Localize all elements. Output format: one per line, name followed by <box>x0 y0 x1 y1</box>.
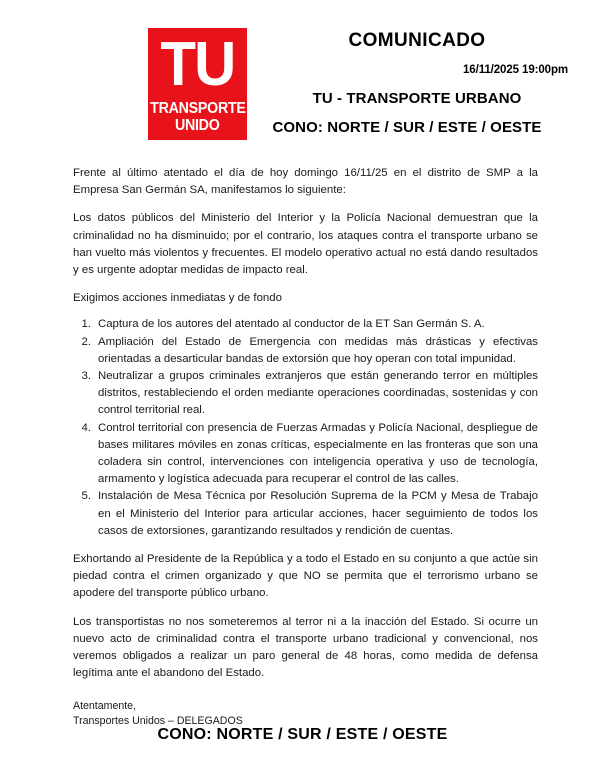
intro-paragraph: Frente al último atentado el día de hoy domingo 16/11/25 en el distrito de SMP a la Empresa San Germán SA, manifestamos lo siguiente: <box>73 167 538 197</box>
demands-heading: Exigimos acciones inmediatas y de fondo <box>73 292 282 305</box>
signature-salutation: Atentamente, <box>73 700 137 713</box>
tu-transporte-unido-logo <box>148 28 247 140</box>
header-text-block <box>262 0 572 136</box>
demands-list <box>73 316 538 540</box>
signature-signer: Transportes Unidos – DELEGADOS <box>73 714 243 727</box>
list-item: Control territorial con presencia de Fuerzas Armadas y Policía Nacional, despliegue de bases militares móviles en zonas críticas, especialmente en las fronteras que son una coladera sin control, intervenciones con inteligencia operativa y uso de tecnología, armamento y logística adecuada para recuperar el control de las calles. <box>98 421 538 486</box>
list-item: Ampliación del Estado de Emergencia con medidas más drásticas y efectivas orientadas a desarticular bandas de extorsión que hoy operan con total impunidad. <box>98 335 538 365</box>
list-item: Captura de los autores del atentado al conductor de la ET San Germán S. A. <box>98 318 485 331</box>
logo-word-unido: UNIDO <box>175 117 220 134</box>
header-cono-line: CONO: NORTE / SUR / ESTE / OESTE <box>272 119 542 136</box>
closing-paragraph: Los transportistas no nos someteremos al terror ni a la inacción del Estado. Si ocurre un nuevo acto de criminalidad contra el transporte urbano tradicional y convencional, nos veremos obligados a realizar un paro general de 48 horas, como medida de defensa legítima ante el abandono del Estado. <box>73 615 538 680</box>
signature-block <box>73 699 538 728</box>
document-datetime: 16/11/2025 19:00pm <box>463 64 568 76</box>
context-paragraph: Los datos públicos del Ministerio del Interior y la Policía Nacional demuestran que la criminalidad no ha disminuido; por el contrario, los ataques contra el transporte urbano se han vuelto más violentos y frecuentes. El modelo operativo actual no está dando resultados y es urgente adoptar medidas de impacto real. <box>73 212 538 277</box>
list-item: Neutralizar a grupos criminales extranjeros que están generando terror en múltiples distritos, restableciendo el orden mediante operaciones coordinadas, sostenidas y con control territorial real. <box>98 370 538 417</box>
footer-cono-line: CONO: NORTE / SUR / ESTE / OESTE <box>157 726 448 743</box>
exhortation-paragraph: Exhortando al Presidente de la República y a todo el Estado en su conjunto a que actúe sin piedad contra el crimen organizado y que NO se permita que el terrorismo urbano se apodere del transporte público urbano. <box>73 553 538 600</box>
organization-name: TU - TRANSPORTE URBANO <box>312 90 522 107</box>
logo-word-transporte: TRANSPORTE <box>149 100 246 117</box>
list-item: Instalación de Mesa Técnica por Resolución Suprema de la PCM y Mesa de Trabajo en el Ministerio del Interior para articular acciones, hacer seguimiento de todos los casos de extorsiones, garantizando resultados y rendición de cuentas. <box>98 490 538 537</box>
document-header <box>0 0 605 145</box>
logo-initials: TU <box>160 30 235 99</box>
document-title: COMUNICADO <box>348 30 486 51</box>
document-body <box>73 165 538 728</box>
